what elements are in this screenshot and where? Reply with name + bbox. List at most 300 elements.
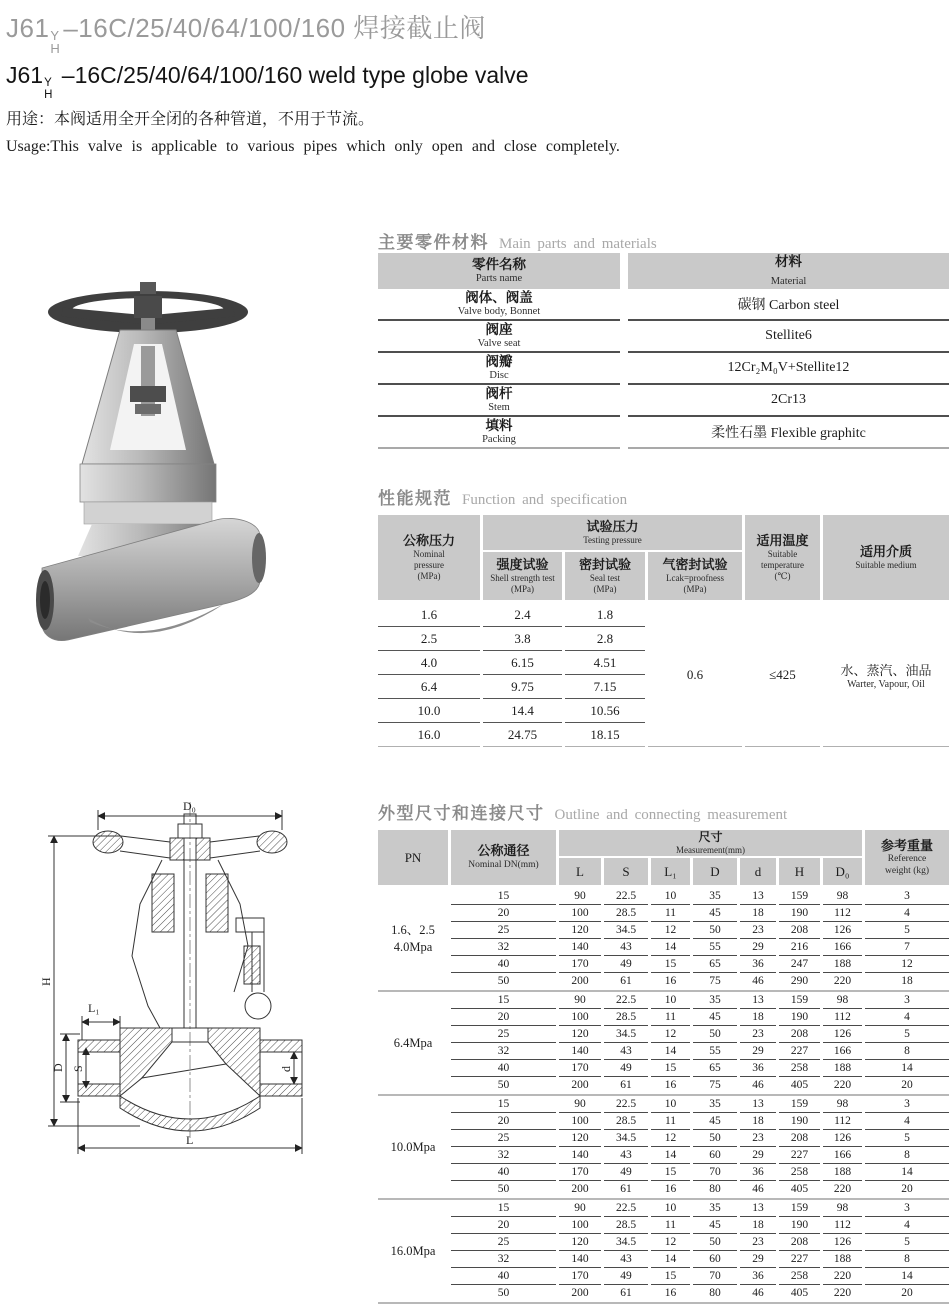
dim-cell: 22.5 [604,1096,648,1113]
dim-group [378,888,949,992]
dim-cell: 25 [451,922,556,939]
dim-cell: 166 [823,1147,862,1164]
model-yh-stack [50,29,60,55]
dim-heading-cn: 外型尺寸和连接尺寸 [378,804,545,823]
dim-cell: 15 [651,1060,690,1077]
part-name-cn: 阀瓣 [485,353,513,369]
dim-cell: 32 [451,1147,556,1164]
dim-cell: 208 [779,1234,820,1251]
dim-cell: 140 [559,1251,601,1268]
yoke [82,330,214,464]
dim-col-weight: 参考重量 Reference weight (kg) [865,830,949,885]
dim-cell: 140 [559,1043,601,1060]
dim-cell: 166 [823,939,862,956]
dim-cell: 34.5 [604,1130,648,1147]
dim-cell: 10 [651,1200,690,1217]
dim-cell: 188 [823,1164,862,1181]
parts-col-material: 材料 Material [628,253,949,289]
spec-cell: 9.75 [483,675,562,699]
dim-cell: 36 [740,1268,776,1285]
spec-cell: 6.4 [378,675,480,699]
dim-cell: 166 [823,1043,862,1060]
dim-group [378,992,949,1096]
part-name-en: Disc [489,370,509,382]
dim-col-dn: 公称通径 Nominal DN(mm) [451,830,556,885]
dim-cell: 120 [559,922,601,939]
dim-cell: 61 [620,1183,632,1195]
label-l1: L₁ [88,1001,100,1015]
dim-cell: 43 [604,1251,648,1268]
dim-cell: 126 [823,922,862,939]
dim-cell: 13 [740,1200,776,1217]
dim-cell: 14 [651,1147,690,1164]
dim-cell: 258 [779,1268,820,1285]
dim-cell: 208 [779,1130,820,1147]
dim-cell: 43 [604,939,648,956]
part-name-cn: 填料 [485,417,513,433]
dim-cell: 15 [651,1268,690,1285]
dim-cell: 5 [865,1026,949,1043]
dim-pn-line: 10.0Mpa [390,1139,436,1154]
spec-table-body [378,603,949,747]
dim-cell: 10 [651,1096,690,1113]
dim-letter-2: S [604,858,648,885]
dim-cell: 15 [451,888,556,905]
dim-cell: 5 [865,922,949,939]
parts-table-row [378,321,949,353]
spec-heading-en: Function and specification [462,492,628,508]
dim-cell: 25 [451,1026,556,1043]
dim-cell: 4 [865,1113,949,1130]
parts-table-row [378,289,949,321]
dim-cell: 405 [790,1183,809,1195]
spec-cell: 4.0 [378,651,480,675]
dim-cell: 55 [693,1043,737,1060]
usage-text-cn: 用途：本阀适用全开全闭的各种管道，不用于节流。 [6,111,375,128]
label-D: D [51,1063,65,1072]
dim-table [378,830,949,1304]
dim-letter-7: D₀ [823,858,862,885]
dim-cell: 112 [823,1113,862,1130]
dim-cell: 8 [865,1251,949,1268]
dim-cell: 80 [709,1287,721,1299]
spec-cell: 2.4 [483,603,562,627]
dim-pn-line: 1.6、2.5 [391,923,435,938]
dim-cell: 35 [693,1096,737,1113]
dim-cell: 98 [823,992,862,1009]
dim-cell: 126 [823,1234,862,1251]
dim-cell: 49 [604,956,648,973]
dim-cell: 40 [451,956,556,973]
dim-cell: 29 [740,1043,776,1060]
dim-cell: 23 [740,1130,776,1147]
dim-group-grid [451,1200,949,1302]
dim-cell: 170 [559,1060,601,1077]
dim-cell: 15 [651,1164,690,1181]
dim-cell: 159 [779,992,820,1009]
dim-section-heading [378,799,787,824]
dim-cell: 140 [559,939,601,956]
dim-cell: 28.5 [604,1217,648,1234]
dim-cell: 5 [865,1130,949,1147]
dim-cell: 4 [865,1217,949,1234]
dim-cell: 16 [664,1079,677,1091]
spec-table [378,515,949,747]
dim-cell: 98 [823,1096,862,1113]
dim-cell: 405 [790,1079,809,1091]
parts-material-cell [628,289,949,321]
dim-cell: 258 [779,1164,820,1181]
dim-cell: 10 [651,888,690,905]
dim-cell: 13 [740,992,776,1009]
dim-cell: 200 [571,1183,589,1195]
dim-table-header [378,830,949,885]
dim-pn-label [378,992,448,1094]
dim-cell: 23 [740,1026,776,1043]
dim-cell: 8 [865,1147,949,1164]
dim-cell: 32 [451,1043,556,1060]
dim-cell: 32 [451,939,556,956]
dim-cell: 43 [604,1043,648,1060]
material-value: 12Cr₂M₀V+Stellite12 [727,360,850,375]
material-value: Stellite6 [765,328,812,343]
dim-cell: 3 [865,1096,949,1113]
parts-name-cell [378,385,620,417]
dim-cell: 11 [651,905,690,922]
dim-cell: 258 [779,1060,820,1077]
title-cn-rest: –16C/25/40/64/100/160 焊接截止阀 [63,13,486,43]
spec-cell: 6.15 [483,651,562,675]
dim-cell: 60 [693,1147,737,1164]
dim-cell: 14 [651,1251,690,1268]
dim-cell: 49 [604,1164,648,1181]
spec-cell: 10.56 [565,699,645,723]
part-name-en: Valve body, Bonnet [457,306,541,318]
dim-cell: 227 [779,1147,820,1164]
dim-cell: 220 [833,975,852,987]
parts-name-cell [378,353,620,385]
dim-cell: 75 [709,975,721,987]
parts-table-row [378,385,949,417]
dim-cell: 49 [604,1060,648,1077]
dim-cell: 112 [823,905,862,922]
dim-cell: 227 [779,1043,820,1060]
dim-cell: 29 [740,1251,776,1268]
part-name-en: Stem [488,402,510,414]
spec-cell: 16.0 [378,723,480,747]
dim-cell: 220 [833,1287,852,1299]
dim-cell: 15 [451,1096,556,1113]
dim-cell: 49 [604,1268,648,1285]
dim-cell: 50 [497,1287,510,1299]
dim-cell: 50 [497,975,510,987]
label-s: S [71,1065,85,1072]
dim-group [378,1200,949,1304]
spec-pressure-grid [378,603,645,747]
dim-cell: 28.5 [604,1009,648,1026]
dim-cell: 190 [779,905,820,922]
dim-cell: 216 [779,939,820,956]
dim-cell: 159 [779,888,820,905]
dim-cell: 29 [740,939,776,956]
spec-cell: 1.6 [378,603,480,627]
dim-table-body [378,888,949,1304]
part-name-cn: 阀体、阀盖 [465,289,533,305]
dim-cell: 159 [779,1096,820,1113]
dim-cell: 45 [693,1009,737,1026]
dim-cell: 208 [779,1026,820,1043]
material-value: 柔性石墨 Flexible graphitc [711,426,866,441]
dim-cell: 18 [901,975,913,987]
dim-cell: 20 [901,1183,913,1195]
dim-cell: 4 [865,905,949,922]
dim-cell: 16 [664,1183,677,1195]
dim-cell: 11 [651,1113,690,1130]
spec-leak-value: 0.6 [648,603,742,747]
dim-cell: 170 [559,956,601,973]
dim-cell: 20 [901,1287,913,1299]
dim-cell: 190 [779,1217,820,1234]
dim-cell: 12 [651,922,690,939]
dim-cell: 35 [693,992,737,1009]
dim-cell: 11 [651,1217,690,1234]
dim-cell: 3 [865,992,949,1009]
dim-cell: 188 [823,1251,862,1268]
dim-cell: 23 [740,922,776,939]
spec-cell: 10.0 [378,699,480,723]
dim-cell: 16 [664,975,677,987]
dim-cell: 120 [559,1234,601,1251]
dim-col-pn: PN [378,830,448,885]
dim-letter-5: d [740,858,776,885]
dim-cell: 190 [779,1113,820,1130]
dim-cell: 18 [740,1217,776,1234]
dim-cell: 90 [559,1200,601,1217]
model-yh-stack [44,78,52,101]
dim-cell: 18 [740,905,776,922]
dim-cell: 8 [865,1043,949,1060]
dim-cell: 5 [865,1234,949,1251]
spec-cell: 7.15 [565,675,645,699]
dim-cell: 170 [559,1164,601,1181]
spec-col-temperature: 适用温度 Suitable temperature (℃) [745,515,820,600]
model-sub: H [44,88,53,101]
dim-cell: 100 [559,905,601,922]
dim-cell: 7 [865,939,949,956]
dim-cell: 22.5 [604,1200,648,1217]
dim-cell: 34.5 [604,1234,648,1251]
dim-cell: 170 [559,1268,601,1285]
parts-material-cell [628,353,949,385]
spec-medium-value: 水、蒸汽、油品 Warter, Vapour, Oil [823,603,949,747]
dim-cell: 10 [651,992,690,1009]
dim-cell: 126 [823,1026,862,1043]
dim-cell: 50 [693,1130,737,1147]
dim-cell: 75 [709,1079,721,1091]
pipe-end-right [252,533,266,583]
dim-cell: 90 [559,888,601,905]
model-sup: Y [44,77,52,89]
dim-cell: 25 [451,1130,556,1147]
dim-cell: 23 [740,1234,776,1251]
dim-cell: 28.5 [604,1113,648,1130]
dim-cell: 20 [451,1217,556,1234]
dim-letter-1: L [559,858,601,885]
dim-cell: 140 [559,1147,601,1164]
dim-cell: 50 [693,1234,737,1251]
dim-cell: 100 [559,1217,601,1234]
dim-cell: 50 [693,922,737,939]
model-sub: H [50,41,61,56]
dim-cell: 120 [559,1130,601,1147]
usage-text-en: Usage:This valve is applicable to various pipes which only open and close completely. [6,138,620,156]
dim-cell: 220 [823,1268,862,1285]
dim-letter-row [559,858,862,885]
parts-table [378,253,949,449]
title-en-rest: –16C/25/40/64/100/160 weld type globe valve [55,62,529,88]
dim-cell: 3 [865,1200,949,1217]
dim-cell: 34.5 [604,922,648,939]
outline-drawing [20,796,360,1171]
dim-pn-label [378,1200,448,1302]
spec-cell: 14.4 [483,699,562,723]
spec-cell: 4.51 [565,651,645,675]
dim-group-grid [451,1096,949,1198]
spec-temp-value: ≤425 [745,603,820,747]
dim-cell: 227 [779,1251,820,1268]
dim-cell: 36 [740,1060,776,1077]
dim-cell: 14 [865,1164,949,1181]
part-name-en: Valve seat [477,338,521,350]
dim-letter-4: D [693,858,737,885]
dim-cell: 12 [651,1026,690,1043]
dim-cell: 61 [620,1079,632,1091]
dim-cell: 18 [740,1009,776,1026]
spec-cell: 1.8 [565,603,645,627]
dim-cell: 13 [740,1096,776,1113]
parts-name-cell [378,289,620,321]
dim-cell: 65 [693,956,737,973]
dim-cell: 61 [620,1287,632,1299]
dim-cell: 29 [740,1147,776,1164]
dim-cell: 50 [497,1183,510,1195]
dim-cell: 20 [451,1113,556,1130]
dim-cell: 20 [451,905,556,922]
part-name-cn: 阀座 [485,321,513,337]
spec-col-seal: 密封试验 Seal test (MPa) [565,552,645,600]
dim-cell: 15 [451,992,556,1009]
model-sup: Y [50,28,60,43]
dim-cell: 247 [779,956,820,973]
dim-cell: 60 [693,1251,737,1268]
dim-group-grid [451,888,949,990]
dim-cell: 98 [823,1200,862,1217]
dim-cell: 14 [651,1043,690,1060]
spec-col-medium: 适用介质 Suitable medium [823,515,949,600]
dim-cell: 20 [451,1009,556,1026]
dim-cell: 40 [451,1164,556,1181]
dim-cell: 98 [823,888,862,905]
dim-cell: 4 [865,1009,949,1026]
dim-cell: 50 [693,1026,737,1043]
dim-cell: 70 [693,1268,737,1285]
dim-group [378,1096,949,1200]
dim-cell: 112 [823,1009,862,1026]
dim-cell: 90 [559,992,601,1009]
spec-section-heading [378,484,627,509]
dim-cell: 200 [571,1079,589,1091]
part-name-cn: 阀杆 [485,385,513,401]
dim-cell: 20 [901,1079,913,1091]
dim-cell: 36 [740,956,776,973]
dim-cell: 14 [865,1060,949,1077]
dim-cell: 16 [664,1287,677,1299]
dim-cell: 200 [571,1287,589,1299]
page-title-en [6,62,529,101]
dim-cell: 290 [790,975,809,987]
dim-cell: 90 [559,1096,601,1113]
dim-cell: 80 [709,1183,721,1195]
dim-cell: 32 [451,1251,556,1268]
label-h: H [39,977,53,986]
parts-col-name: 零件名称 Parts name [378,253,620,289]
model-prefix: J61 [6,62,44,88]
parts-table-row [378,353,949,385]
spec-col-shell: 强度试验 Shell strength test (MPa) [483,552,562,600]
dim-measurement-header: 尺寸 Measurement(mm) [559,830,862,856]
dim-cell: 14 [865,1268,949,1285]
dim-cell: 28.5 [604,905,648,922]
dim-cell: 45 [693,1113,737,1130]
dim-cell: 3 [865,888,949,905]
dim-cell: 11 [651,1009,690,1026]
label-d: d [279,1066,293,1072]
dim-pn-line: 4.0Mpa [393,940,433,954]
dim-cell: 12 [865,956,949,973]
parts-heading-cn: 主要零件材料 [378,233,489,252]
valve-photo [28,268,273,646]
parts-name-cell [378,417,620,449]
dim-cell: 36 [740,1164,776,1181]
dim-cell: 15 [451,1200,556,1217]
dim-cell: 112 [823,1217,862,1234]
label-d0: D₀ [183,799,196,813]
dim-cell: 22.5 [604,888,648,905]
dim-pn-line: 16.0Mpa [390,1243,436,1258]
parts-header-row [378,253,949,289]
dim-cell: 18 [740,1113,776,1130]
dim-cell: 25 [451,1234,556,1251]
dim-cell: 13 [740,888,776,905]
parts-material-cell [628,385,949,417]
dim-cell: 126 [823,1130,862,1147]
spec-cell: 24.75 [483,723,562,747]
dim-cell: 220 [833,1079,852,1091]
dim-cell: 120 [559,1026,601,1043]
dim-cell: 12 [651,1130,690,1147]
page-title-cn [6,8,529,55]
parts-heading-en: Main parts and materials [499,236,657,252]
dim-cell: 70 [693,1164,737,1181]
dim-cell: 50 [497,1079,510,1091]
dim-cell: 14 [651,939,690,956]
dim-heading-en: Outline and connecting measurement [554,807,788,823]
drawing-yoke [132,860,271,1028]
dim-cell: 65 [693,1060,737,1077]
spec-cell: 18.15 [565,723,645,747]
part-name-en: Packing [482,434,516,446]
dim-cell: 46 [752,975,764,987]
